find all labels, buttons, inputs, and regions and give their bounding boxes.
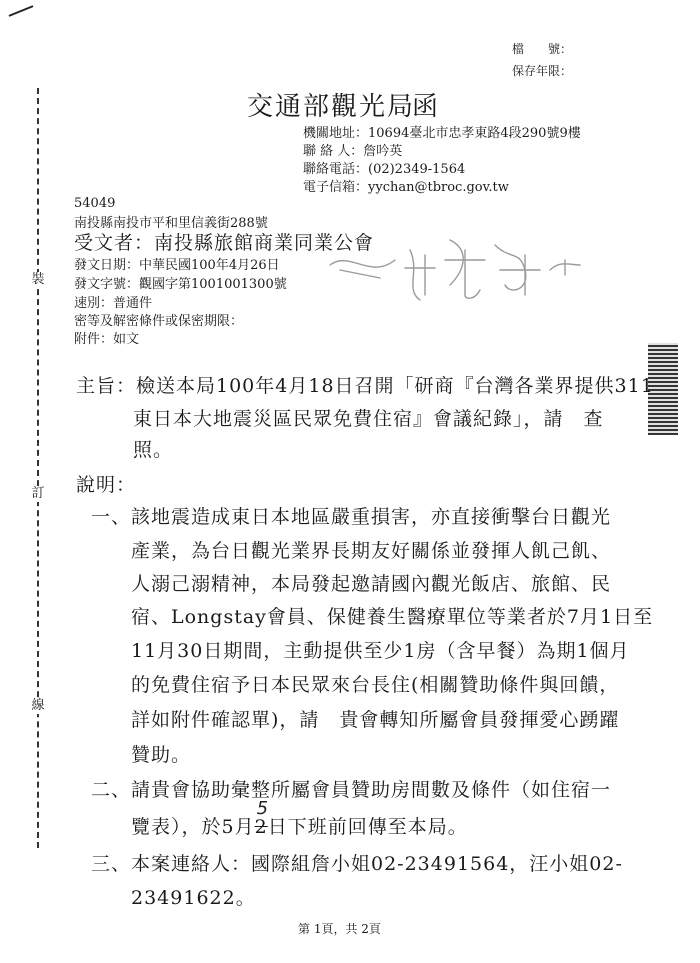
explanation-title: 說明：	[76, 474, 137, 496]
secrecy-level: 密等及解密條件或保密期限：	[74, 314, 244, 329]
binding-char-ding: 訂	[31, 486, 45, 501]
item3-line-2: 23491622。	[131, 887, 256, 909]
date-correction	[254, 798, 270, 838]
binding-char-zhuang: 裝	[31, 272, 45, 287]
item2-line-2-part-a: 覽表），於5月	[131, 816, 255, 838]
item1-line-3: 人溺己溺精神，本局發起邀請國內觀光飯店、旅館、民	[131, 573, 612, 595]
subject-line-2: 東日本大地震災區民眾免費住宿』會議紀錄」，請 查	[133, 408, 604, 430]
struck-date-digit: 2	[254, 816, 268, 838]
issue-number: 發文字號：觀國字第1001001300號	[74, 277, 287, 292]
attachment: 附件：如文	[74, 332, 140, 347]
item1-line-5: 11月30日期間，主動提供至少1房（含早餐）為期1個月	[131, 640, 630, 662]
issue-date: 發文日期：中華民國100年4月26日	[74, 258, 280, 273]
contact-person: 聯 絡 人：詹吟英	[303, 144, 403, 159]
file-number-label: 檔 號：	[512, 42, 573, 56]
delivery-speed: 速別：普通件	[74, 296, 153, 311]
contact-email: 電子信箱：yychan@tbroc.gov.tw	[303, 180, 509, 195]
contact-phone: 聯絡電話：(02)2349-1564	[303, 162, 466, 177]
subject-line-3: 照。	[133, 439, 174, 461]
item2-line-1: 二、請貴會協助彙整所屬會員贊助房間數及條件（如住宿一	[91, 779, 612, 801]
binding-dashed-line	[37, 88, 39, 848]
page-number: 第 1頁，共 2頁	[298, 922, 381, 936]
agency-address: 機關地址：10694臺北市忠孝東路4段290號9樓	[303, 126, 581, 141]
binding-char-xian: 線	[31, 698, 45, 713]
item2-line-2-part-b: 日下班前回傳至本局。	[267, 816, 468, 838]
handwritten-signature	[300, 220, 600, 310]
item1-line-2: 產業，為台日觀光業界長期友好關係並發揮人飢己飢、	[131, 540, 612, 562]
item3-line-1: 三、本案連絡人：國際組詹小姐02-23491564，汪小姐02-	[91, 853, 623, 875]
retention-label: 保存年限：	[512, 64, 573, 78]
recipient-name: 受文者：南投縣旅館商業同業公會	[74, 232, 375, 254]
agency-title: 交通部觀光局	[247, 92, 416, 122]
handwritten-date-digit: 5	[256, 798, 270, 819]
item2-line-2	[131, 798, 468, 839]
item1-line-6: 的免費住宿予日本民眾來台長住(相關贊助條件與回饋，	[131, 674, 620, 696]
doc-type: 函	[412, 92, 439, 122]
corner-scratch-mark	[9, 5, 34, 17]
subject-line-1: 主旨：檢送本局100年4月18日召開「研商『台灣各業界提供311	[76, 375, 654, 397]
item1-line-8: 贊助。	[131, 744, 192, 766]
postal-code: 54049	[74, 196, 116, 211]
item1-line-4: 宿、Longstay會員、保健養生醫療單位等業者於7月1日至	[131, 606, 654, 628]
item1-line-1: 一、該地震造成東日本地區嚴重損害，亦直接衝擊台日觀光	[91, 506, 612, 528]
recipient-address: 南投縣南投市平和里信義街288號	[74, 216, 268, 231]
item1-line-7: 詳如附件確認單)，請 貴會轉知所屬會員發揮愛心踴躍	[131, 709, 620, 731]
